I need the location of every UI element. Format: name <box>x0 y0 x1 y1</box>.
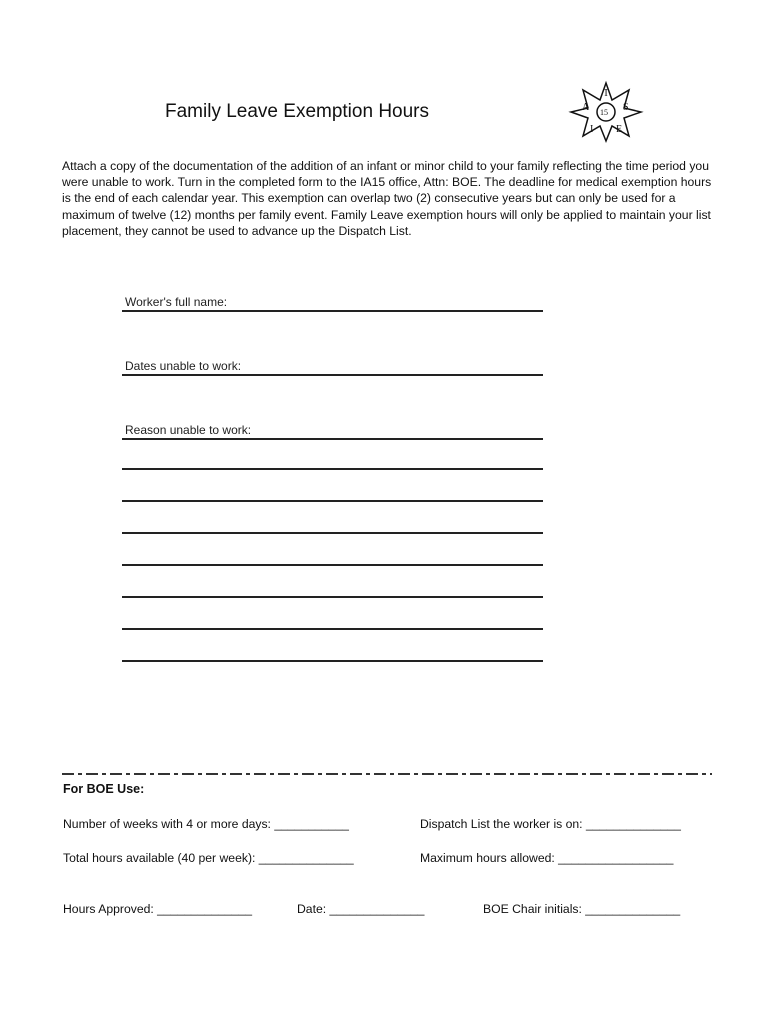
union-logo <box>568 80 644 144</box>
reason-line[interactable] <box>122 628 543 630</box>
dates-unable-label: Dates unable to work: <box>125 359 242 373</box>
reason-line[interactable] <box>122 532 543 534</box>
boe-heading: For BOE Use: <box>63 782 145 796</box>
logo-letter-e: E <box>616 124 623 135</box>
reason-unable-field[interactable] <box>122 420 543 440</box>
boe-chair-initials-field[interactable]: BOE Chair initials: ______________ <box>483 902 681 916</box>
date-field[interactable]: Date: ______________ <box>297 902 425 916</box>
worker-name-field[interactable] <box>122 292 543 312</box>
logo-letter-i: I <box>590 124 594 135</box>
weeks-field[interactable]: Number of weeks with 4 or more days: ___________ <box>63 817 349 831</box>
reason-line[interactable] <box>122 596 543 598</box>
instructions-paragraph: Attach a copy of the documentation of the addition of an infant or minor child to your family reflecting the time period you were unable to work. Turn in the completed form to the IA15 office, Attn: BOE. The deadline for medical exemption hours is the end of each calendar year. This exemption can overlap two (2) consecutive years but can only be used for a maximum of twelve (12) months per family event. Family Leave exemption hours will only be applied to maintain your list placement, they cannot be used to advance up the Dispatch List. <box>62 159 712 238</box>
reason-line[interactable] <box>122 564 543 566</box>
max-hours-field[interactable]: Maximum hours allowed: _________________ <box>420 851 674 865</box>
total-hours-field[interactable]: Total hours available (40 per week): ______________ <box>63 851 354 865</box>
logo-letter-t: T <box>603 88 610 99</box>
page-title: Family Leave Exemption Hours <box>165 101 429 122</box>
reason-line[interactable] <box>122 500 543 502</box>
worker-name-label: Worker's full name: <box>125 295 228 309</box>
dates-unable-field[interactable] <box>122 356 543 376</box>
logo-number: 15 <box>600 108 608 117</box>
dispatch-list-field[interactable]: Dispatch List the worker is on: ______________ <box>420 817 681 831</box>
reason-line[interactable] <box>122 468 543 470</box>
reason-line[interactable] <box>122 660 543 662</box>
hours-approved-field[interactable]: Hours Approved: ______________ <box>63 902 253 916</box>
office-use-divider <box>62 773 712 775</box>
logo-letter-s: S <box>623 102 629 113</box>
reason-unable-label: Reason unable to work: <box>125 423 252 437</box>
logo-letter-a: A <box>582 102 590 113</box>
